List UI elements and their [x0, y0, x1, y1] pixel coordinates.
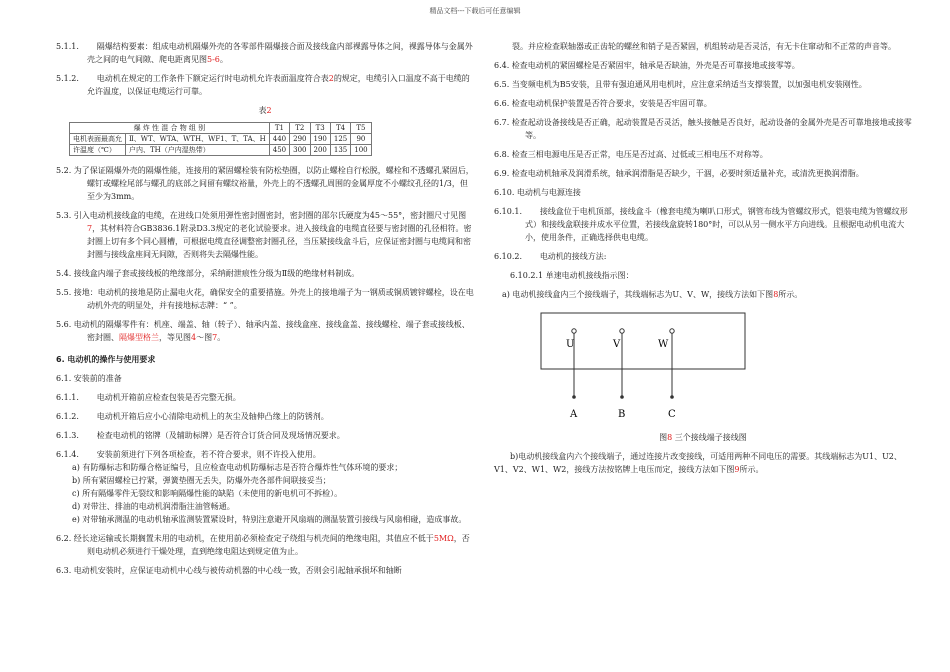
para-number: 5.1.1. [56, 42, 79, 51]
page-header: 精品文档---下载后可任意编辑 [429, 7, 521, 15]
table-cell: 440 [269, 134, 289, 145]
section-heading-6: 6. 电动机的操作与使用要求 [56, 355, 156, 364]
lead-label-a: A [570, 409, 578, 420]
para-5-6 [56, 318, 474, 344]
para-6-10-1 [494, 205, 912, 244]
list-item: a) 有防爆标志和防爆合格证编号，且应检查电动机防爆标志是否符合爆炸性气体环境的要求； [72, 463, 403, 472]
para-text: 检查电动机的铭牌（及辅助标牌）是否符合订货合同及现场情况要求。 [96, 431, 345, 440]
table-cell: 300 [290, 145, 310, 156]
para-6-10: 6.10. 电动机与电源连接 [494, 188, 581, 197]
para-6-2 [56, 532, 474, 558]
para-6-1-4 [56, 448, 474, 461]
para-text: 5.6. 电动机的隔爆零件有：机座、端盖、轴（转子）、轴承内盖、接线盒座、接线盒盖、接线螺栓、端子套或接线板、密封圈、 [56, 320, 470, 342]
table-cell: 135 [330, 145, 350, 156]
terminal-diagram-svg [494, 307, 912, 427]
para-6-7: 6.7. 检查起动设备接线是否正确，起动装置是否灵活，触头接触是否良好，起动设备的金属外壳是否可靠地接地或接零等。 [494, 118, 912, 140]
para-5-3 [56, 209, 474, 261]
terminal-label-v: V [613, 339, 621, 350]
table-header: T1 [269, 123, 289, 134]
figure-ref: 7 [87, 224, 93, 233]
caption-text: 三个接线端子接线图 [672, 433, 747, 442]
table-row [70, 145, 372, 156]
para-6-1-2 [56, 410, 474, 423]
para-6-10-2-1: 6.10.2.1 单速电动机接线指示图： [510, 271, 634, 280]
terminal-label-w: W [658, 339, 669, 350]
table-header: T2 [290, 123, 310, 134]
para-text: 5.3. 引入电动机接线盒的电缆，在进线口处须用弹性密封圈密封，密封圈的邵尔氏硬度为45～55°，密封圈尺寸见图 [56, 211, 467, 220]
para-text: 接线盒位于电机顶部，接线盒斗（橡套电缆为喇叭口形式，钢管布线为管螺纹形式，铠装电缆为管螺纹形式）和接线盒联接并成水平位置，若接线盒旋转180°时，可以从另一侧水平方向进线。且根据电动机电流大小，使用条件，正确选择供电电缆。 [525, 207, 908, 242]
caption-number: 2 [266, 106, 272, 115]
figure-ref: 9 [734, 465, 740, 474]
para-a [494, 288, 912, 301]
para-number: 6.1.4. [56, 450, 79, 459]
lead-end-b-icon [620, 395, 624, 399]
list-item: c) 所有隔爆零件无裂纹和影响隔爆性能的缺陷（未使用的新电机可不拆检）。 [72, 489, 343, 498]
caption-text: 表 [258, 106, 267, 115]
list-item: e) 对带轴承测温的电动机轴承监测装置紧设时，特别注意避开风扇端的测温装置引接线与风扇相碰，造成事故。 [72, 515, 467, 524]
para-text: 电动机在规定的工作条件下额定运行时电动机允许表面温度符合表 [96, 74, 329, 83]
table-cell: 100 [351, 145, 371, 156]
highlight-text: 5MΩ [433, 534, 454, 543]
table-ref: 2 [328, 74, 334, 83]
para-text: 隔爆结构要素：组成电动机隔爆外壳的各零部件隔爆接合面及接线盒内部裸露导体之间，裸露导体与金属外壳之间的电气间隙、爬电距离见图 [87, 42, 473, 64]
table-cell: 450 [269, 145, 289, 156]
table-caption [56, 104, 474, 117]
para-text: ，等见图 [159, 333, 191, 342]
highlight-text: 隔爆型格兰 [119, 333, 159, 342]
table-header: T4 [330, 123, 350, 134]
terminal-diagram [494, 307, 912, 427]
para-text: 所示。 [739, 465, 764, 474]
figure-ref: 5-6 [207, 55, 220, 64]
lead-end-a-icon [572, 395, 576, 399]
para-text: b)电动机接线盒内六个接线端子，通过连接片改变接线，可适用两种不同电压的需要。其线端标志为U1、U2、V1、V2、W1、W2，接线方法按铭牌上电压而定，接线方法如下图 [494, 452, 902, 474]
para-5-5: 5.5. 接地：电动机的接地是防止漏电火花，确保安全的重要措施。外壳上的接地端子为一钢质或铜质镀锌螺栓，设在电动机外壳的明显处，并有接地标志牌：“ ”。 [56, 288, 474, 310]
figure-ref: 7 [212, 333, 218, 342]
table-cell: 290 [290, 134, 310, 145]
para-b [494, 450, 912, 476]
para-6-1: 6.1. 安装前的准备 [56, 374, 122, 383]
list-item: b) 所有紧固螺栓已拧紧，弹簧垫圈无丢失，防爆外壳各部件间联接妥当； [72, 476, 331, 485]
para-text: ～图 [196, 333, 213, 342]
table-cell: 90 [351, 134, 371, 145]
para-text: 电动机的接线方法: [539, 252, 607, 261]
para-number: 6.1.2. [56, 412, 79, 421]
table-cell: 电机表面最高允 [70, 134, 126, 145]
para-text: ，否则电动机必须进行干燥处理，直到绝缘电阻达到规定值为止。 [87, 534, 470, 556]
figure-ref: 4 [191, 333, 197, 342]
para-number: 6.1.3. [56, 431, 79, 440]
terminal-u-icon [572, 329, 576, 333]
para-text: ，其材料符合GB3836.1附录D3.3规定的老化试验要求。进入接线盒的电缆直径要与密封圈的孔径相符。密封圈上切有多个同心圆槽，可根据电缆直径调整密封圈孔径，当压紧接线盒斗后，应保证密封圈与电缆间和密封圈与接线盒座间无间隙，否则将失去隔爆性能。 [87, 224, 472, 259]
left-column [56, 40, 474, 583]
para-6-3: 6.3. 电动机安装时，应保证电动机中心线与被传动机器的中心线一致，否则会引起轴承损坏和轴断 [56, 566, 402, 575]
para-text: 6.2. 经长途运输或长期搁置未用的电动机，在使用前必须检查定子绕组与机壳间的绝缘电阻，其值应不低于 [56, 534, 434, 543]
para-6-9: 6.9. 检查电动机轴承及润滑系统，轴承润滑脂是否缺少，干涸，必要时须适量补充，或清洗更换润滑脂。 [494, 169, 864, 178]
caption-text: 图 [659, 433, 668, 442]
figure-ref: 8 [773, 290, 779, 299]
table-header: 爆 炸 性 混 合 物 组 别 [70, 123, 270, 134]
list-item: d) 对带注、排油的电动机润滑脂注油管畅通。 [72, 502, 235, 511]
table-header: T5 [351, 123, 371, 134]
para-6-5: 6.5. 当变频电机为B5安装，且带有强迫通风用电机时，应注意采纳适当支撑装置，以加强电机安装刚性。 [494, 80, 867, 89]
para-6-4: 6.4. 检查电动机的紧固螺栓是否紧固牢，轴承是否缺油，外壳是否可靠接地或接零等。 [494, 61, 800, 70]
para-text: 电动机开箱后应小心清除电动机上的灰尘及轴伸凸缘上的防锈剂。 [96, 412, 329, 421]
table-cell: 户内、TH（户内湿热带） [126, 145, 270, 156]
para-text: 。 [217, 333, 226, 342]
table-cell: Ⅱ、WT、WTA、WTH、WF1、T、TA、H [126, 134, 270, 145]
lead-label-c: C [668, 409, 676, 420]
table-header: T3 [310, 123, 330, 134]
para-number: 5.1.2. [56, 74, 79, 83]
para-6-1-3 [56, 429, 474, 442]
para-5-1-2 [56, 72, 474, 98]
para-6-1-1 [56, 391, 474, 404]
para-6-6: 6.6. 检查电动机保护装置是否符合要求，安装是否牢固可靠。 [494, 99, 712, 108]
para-6-10-2 [494, 250, 912, 263]
table-cell: 190 [310, 134, 330, 145]
terminal-w-icon [670, 329, 674, 333]
table-row [70, 123, 372, 134]
table-cell: 许温度（℃） [70, 145, 126, 156]
para-continuation: 裂。并应检查联轴器或正齿轮的螺丝和销子是否紧固，机组转动是否灵活，有无卡住窜动和不正常的声音等。 [512, 42, 896, 51]
right-column [494, 40, 912, 482]
terminal-v-icon [620, 329, 624, 333]
table-cell: 125 [330, 134, 350, 145]
lead-end-c-icon [670, 395, 674, 399]
para-number: 6.10.2. [494, 252, 522, 261]
table-cell: 200 [310, 145, 330, 156]
lead-label-b: B [618, 409, 626, 420]
para-text: a) 电动机接线盒内三个接线端子，其线端标志为U、V、W，接线方法如下图 [502, 290, 774, 299]
para-text: 电动机开箱前应检查包装是否完整无损。 [96, 393, 241, 402]
para-5-2: 5.2. 为了保证隔爆外壳的隔爆性能，连接用的紧固螺栓装有防松垫圈，以防止螺栓自行松脱，螺栓和不透螺孔紧固后，螺钉或螺栓尾部与螺孔的底部之间留有螺纹裕量，外壳上的不透螺孔周围的金属厚度不小螺纹孔径的1/3，但至少为3mm。 [56, 166, 474, 201]
figure-caption [494, 431, 912, 444]
para-5-1-1 [56, 40, 474, 66]
table-row [70, 134, 372, 145]
para-5-4: 5.4. 接线盒内端子套或接线板的绝缘部分，采纳耐泄痕性分级为Ⅱ级的绝缘材料制成。 [56, 269, 360, 278]
para-6-8: 6.8. 检查三相电源电压是否正常，电压是否过高、过低或三相电压不对称等。 [494, 150, 768, 159]
para-number: 6.10.1. [494, 207, 522, 216]
para-text: 所示。 [778, 290, 803, 299]
para-text: 。 [219, 55, 228, 64]
para-text: 安装前须进行下列各项检查，若不符合要求，则不许投入使用。 [96, 450, 321, 459]
caption-number: 8 [667, 433, 673, 442]
temperature-table [69, 122, 372, 156]
terminal-label-u: U [566, 339, 575, 350]
para-number: 6.1.1. [56, 393, 79, 402]
para-text: 的规定，电缆引入口温度不高于电缆的允许温度，以保证电缆运行可靠。 [87, 74, 470, 96]
